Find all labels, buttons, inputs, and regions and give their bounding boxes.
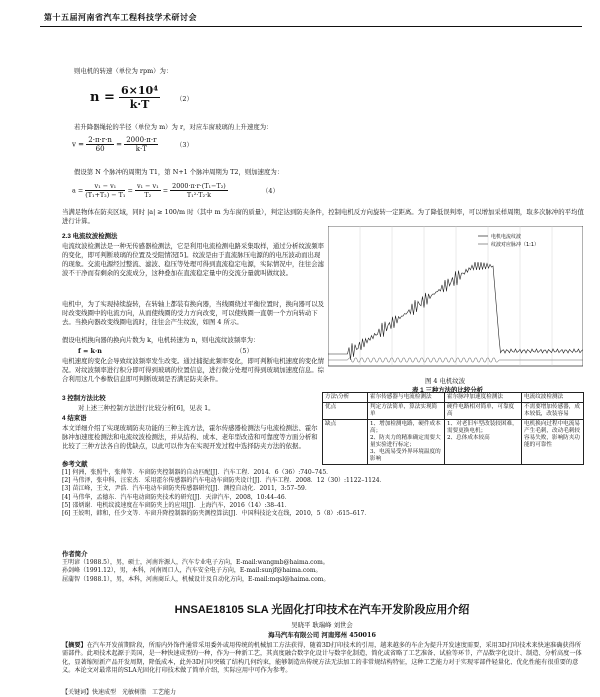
eq3-frac2 [124, 136, 158, 153]
eq4-f1-num: v₁ − v₁ [85, 182, 125, 191]
author-item: 孙剑峰（1991.12），男，本科，河南周口人，汽车安全电子方向，E-mail:sunjf@haima.com。 [62, 567, 322, 575]
text-line: 若升降器绳轮的半径（单位为 m）为 r，对应车窗玻璃的上升速度为： [74, 123, 273, 131]
author-item: 王明谚（1988.5），男，硕士，河南许源人，汽车专业电子方向，E-mail:wangmb@haima.com。 [62, 559, 329, 566]
ripple-chart [328, 226, 583, 376]
table-header: 霍尔脉冲加速度检测法 [445, 393, 522, 403]
table-row [323, 420, 584, 465]
paragraph: 当满足物体在防夹区域，同时 |a| ≥ 100/m 时（其中 m 为车窗的质量），判定达到防夹条件，控制电机反方向旋转一定距离。为了降低误判率，可以增加采样周期，取多次脉冲的平均值进行计算。 [62, 208, 584, 225]
table-cell: 硬件电路相对简单，可靠度高 [445, 403, 522, 420]
text-line: 假设第 N 个脉冲的周期为 T1，第 N+1 个脉冲周期为 T2，则加速度为： [74, 168, 284, 176]
eq3-f2-num: 2000·π·r [126, 136, 157, 144]
eq4-number: （4） [262, 187, 279, 195]
references-title: 参考文献 [62, 461, 88, 468]
paragraph: 电流纹波检测法是一种无传感器检测法，它是利用电流检测电路采集取样，通过分析纹波频率的变化，即可判断玻璃的位置及受阻情况[5]。纹波是由于直流脉压电源的的电压波动而出现的现象。交流电源经过整流、滤波、稳压等处理可得到直流稳定电源，实际情况中，往往会滤波不干净而有剩余的交流成分，这种叠加在直流稳定量中的交流分量就叫做纹波。 [62, 242, 325, 277]
equation-3: v = $\frac{2\cdot\pi\cdot r\cdot n}{60}$ = $\frac{2000\cdot\pi\cdot r}{k\cdot T}$ [72, 136, 157, 153]
eq4-frac1 [85, 182, 125, 199]
eq3-f1-den: 60 [95, 145, 105, 153]
eq3-f1-num: 2·π·r·n [88, 136, 112, 144]
eq4-frac2 [135, 182, 161, 199]
table-header: 方法\分析 [323, 393, 368, 403]
table-row [323, 403, 584, 420]
article-authors: 吴晓平 耿瑞峰 刘世会 [291, 621, 353, 629]
eq4-f3-den: T₁²·T₂·k [186, 191, 212, 199]
eq4-f3-num: 2000·π·r·(T₁−T₂) [172, 182, 226, 190]
paragraph: 电机速度的变化会导致纹波频率发生改变。通过捕捉此频率变化，即可判断电机速度的变化情况。对纹波频率进行积分即可得到玻璃的位置信息，进行微分处理可得到玻璃加速度信息。综合利用这几个参数信息即可判断玻璃是否满足防夹条件。 [62, 357, 325, 383]
equation-5: f = k·n [78, 347, 102, 355]
table-header: 霍尔传感器与电流检测法 [368, 393, 445, 403]
eq2-number: （2） [176, 95, 193, 103]
eq2-lhs: n = [90, 90, 115, 105]
reference-item: [3] 苗江峰，王文，尹浩．汽车电动车窗防夹传感器研究[J]．测控自动化．2011，3:57–59． [62, 485, 311, 493]
figure-caption: 图 4 电机纹波 [425, 377, 466, 385]
author-list [62, 559, 582, 584]
references-list [62, 469, 582, 518]
reference-item: [2] 马伟泽，张申科，汪宏杰．采用霍尔传感器的汽车电动车窗防夹设计[J]．汽车工程．2008．12（30）:1122–1124． [62, 477, 386, 485]
legend-label-1: 电机电流纹波 [491, 234, 522, 240]
running-header: 第十五届河南省汽车工程科技学术研讨会 [44, 13, 197, 22]
paragraph: 电机中，为了实现持续旋转，在转轴上都装有换向器，当线圈绕过平衡位置时，换向器可以及时改变线圈中的电流方向，从而使线圈的受力方向改变，可以使线圈一直朝一个方向转动下去。当换向器改变线圈电流时，往往会产生纹波，如图 4 所示。 [62, 300, 325, 326]
eq2-num: 6×10⁴ [121, 84, 159, 97]
eq3-lhs: v = [72, 140, 85, 149]
reference-item: [1] 何洲，张照牛，张帅等．车窗防夹控制器的自动匹配[J]．汽车工程．2014．6（36）:740–745． [62, 469, 333, 476]
abstract-label: 【摘要】 [62, 642, 87, 649]
article-keywords: 【关键词】快速成型 光敏树脂 工艺能力 [62, 689, 177, 696]
eq3-frac1 [86, 136, 114, 153]
legend-label-2: 纹波对应脉冲（1:1） [491, 242, 540, 248]
eq3-number: （3） [176, 141, 193, 149]
table-title: 表 1 三种方法的比较分析 [412, 387, 484, 394]
eq2-den: k·T [129, 98, 150, 111]
chart-frame [328, 226, 583, 366]
reference-item: [4] 马伟华，孟德东．汽车电动窗防夹技术的研究[J]．天津汽车，2008，10:44–46． [62, 493, 291, 501]
paragraph: 假设电机换向器的换向片数为 k，电机转速为 n，则电流纹波频率为： [62, 336, 260, 344]
table-cell: 1、对老旧车型改装较困难，需要更换电机； 2、总体成本较高 [445, 420, 522, 465]
abstract-text: 在汽车开发前期阶段，所需内外饰件通常采用委外或用传统的机械加工方法获得，随着3D打印技术的引用，越来越多的车企为提升开发速度需要，采用3D打印技术来快速准确获得所需部件。此项技术起源于美国，是一种快速成型的一种，作为一种新工艺，其真度融合数字化设计与数字化制造，简化或省略了工艺准备、试验等环节，产品数字化设计、制造、分析高度一体化，显著缩短新产品开发周期，降低成本，此外3D打印突破了结构几何约束，能够制造出传统方法无法加工的非常规结构特征，这种工艺能力对于实现零部件轻量化、优化性能有很重要的意义。本论文对最常用的SLA光固化打印技术做了简单介绍，实际应用中可作为参考。 [62, 642, 582, 675]
eq5-number: （5） [236, 347, 253, 355]
author-item: 屈蒲智（1988.1），男，本科，河南商丘人，机械设计及自动化方向，E-mail:mqsl@haima.com。 [62, 575, 330, 583]
equation-2 [90, 84, 160, 111]
article-affiliation: 海马汽车有限公司 河南郑州 450016 [268, 631, 376, 639]
section-heading: 2.3 电流纹波检测法 [62, 233, 118, 240]
section-heading: 3 控制方法比较 [62, 395, 106, 402]
header-rule [40, 26, 582, 27]
reference-item: [5] 邵炳谢．电机纹波速度在车窗防夹上的应用[J]．上海汽车，2016（14）:38–41． [62, 501, 291, 509]
table-cell: 缺点 [323, 420, 368, 465]
table-cell: 判定方法简单，算法实现简单 [368, 403, 445, 420]
equation-4: a = $\frac{\text{v₁ − v₁}}{\text{(T₁+T₂) − T₁}}$ = $\frac{\text{v₁ − v₁}}{\text{T₂}}$ = $\frac{\text{2000·π·r·(T₁−T₂)}}{\text{T₁²·T₂·k}}$ [72, 182, 226, 199]
comparison-table [322, 392, 584, 465]
eq4-f2-num: v₁ − v₁ [136, 182, 159, 190]
paragraph: 对上述三种控制方法进行比较分析[6]，见表 1。 [78, 404, 215, 412]
authors-title: 作者简介 [62, 551, 88, 558]
table-cell: 不需要增加传感器，成本较低，改装容易 [522, 403, 584, 420]
eq3-f2-den: k·T [135, 145, 147, 153]
table-header-row [323, 393, 584, 403]
eq4-f1-den: (T₁+T₂) − T₁ [85, 191, 126, 199]
table-cell: 电机换向过程中电流易产生毛刺，改动毛刺较容易失败，影响防夹功能的可靠性 [522, 420, 584, 465]
eq4-frac3 [170, 182, 228, 199]
eq2-fraction [119, 84, 160, 111]
section-heading: 4 结束语 [62, 415, 87, 422]
table-cell: 优点 [323, 403, 368, 420]
paragraph: 本文详细介绍了实现玻璃防夹功能的三种主流方法，霍尔传感器检测法与电流检测法、霍尔脉冲加速度检测法和电流纹波检测法，并从结构、成本、老年型改造和可靠度等方面分析和比较了三种方法各自的优缺点，以此可以作为在实现开发过程中选择防夹方法的依据。 [62, 424, 318, 450]
eq4-f2-den: T₂ [144, 191, 152, 199]
eq4-lhs: a = [72, 186, 84, 195]
table-header: 电流纹波检测法 [522, 393, 584, 403]
article-abstract [62, 642, 582, 676]
article-title: HNSAE18105 SLA 光固化打印技术在汽车开发阶段应用介绍 [174, 604, 470, 616]
text-line: 则电机的转速（单位为 rpm）为： [74, 67, 173, 75]
reference-item: [6] 王姣明，韩和，任少文等．车窗升降控制器的防夹测控算法[J]．中国科技论文在线，2010，5（8）:615–617． [62, 510, 371, 518]
table-cell: 1、增加检测电路，硬件成本高； 2、防夹力的精准确定需要大量实验进行标定； 3、电流易受外界环境温度的影响 [368, 420, 445, 465]
